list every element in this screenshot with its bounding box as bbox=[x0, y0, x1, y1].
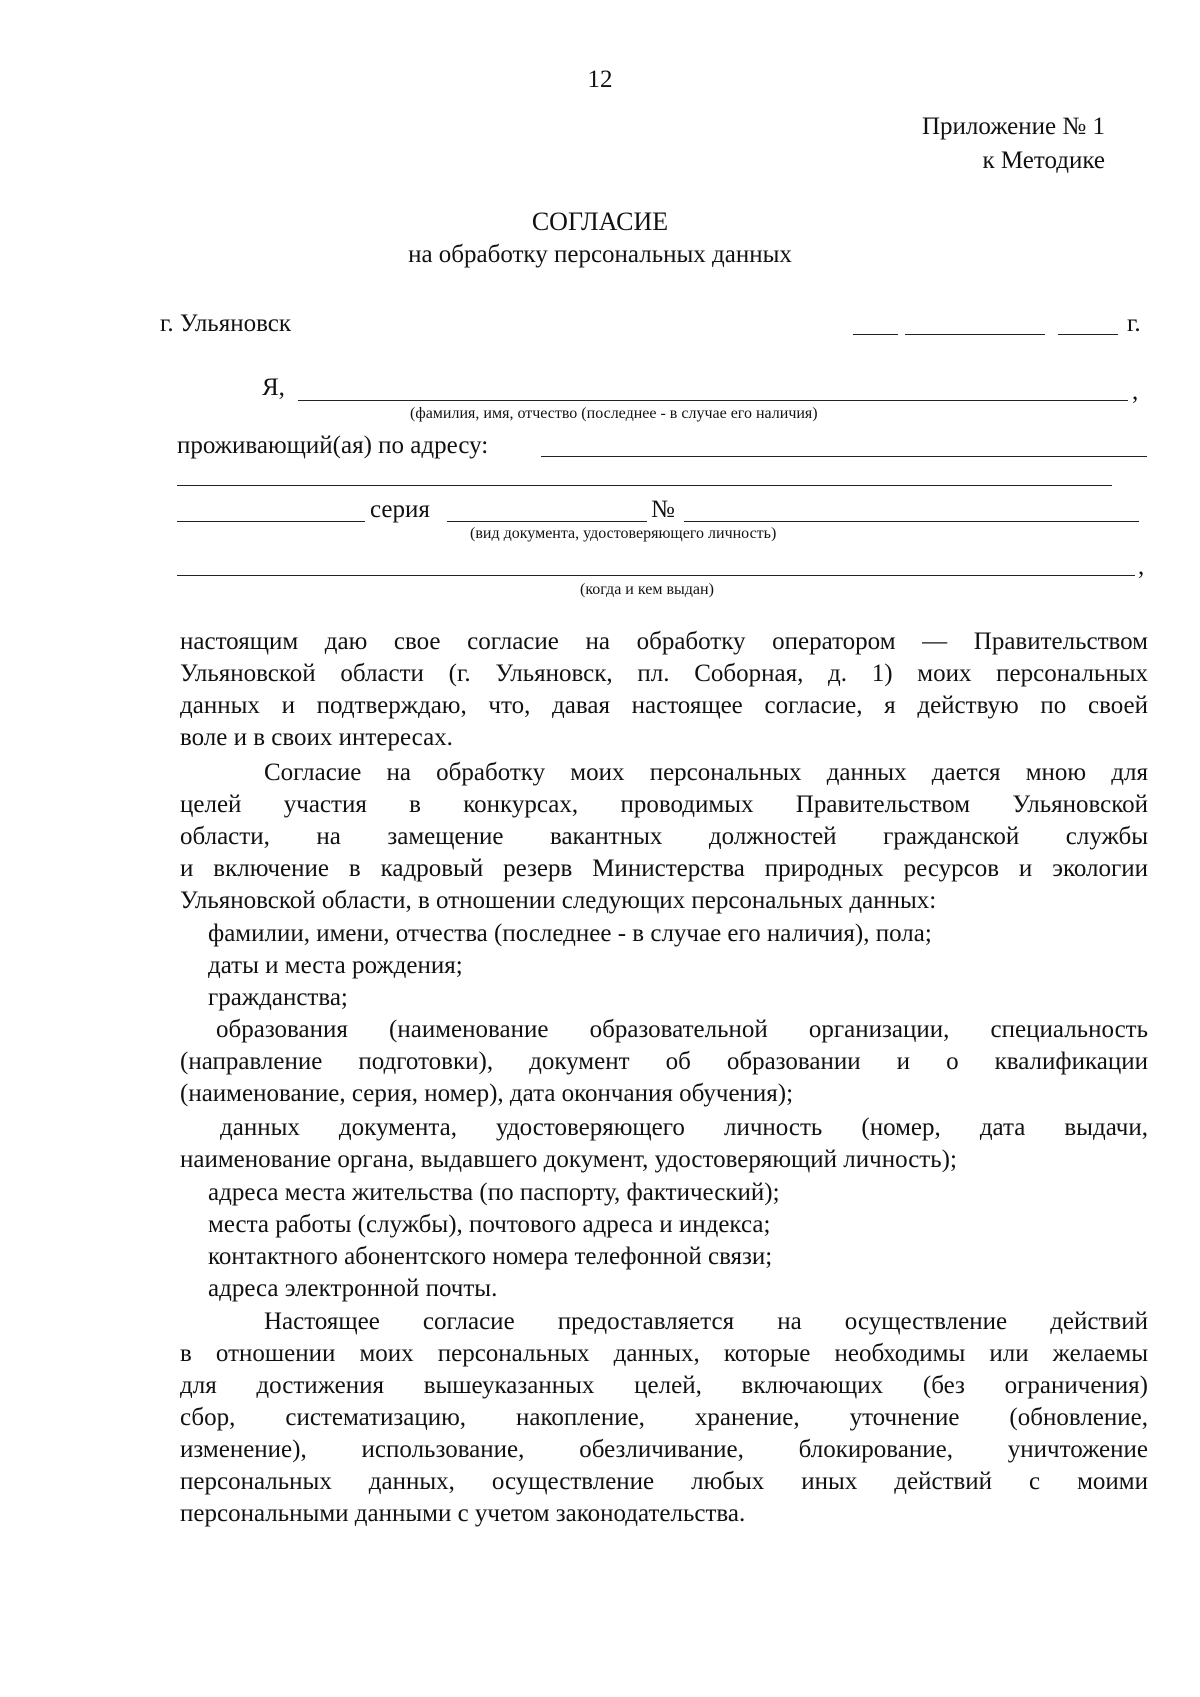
purpose-paragraph bbox=[180, 757, 1148, 917]
address-label: проживающий(ая) по адресу: bbox=[177, 432, 489, 459]
text-line: персональными данными с учетом законодательства. bbox=[180, 1500, 746, 1527]
data-item-citizenship: гражданства; bbox=[208, 984, 348, 1011]
number-label: № bbox=[651, 496, 675, 523]
text-line: (наименование, серия, номер), дата окончания обучения); bbox=[180, 1080, 794, 1107]
text-line: Ульяновской области (г. Ульяновск, пл. Соборная, д. 1) моих персональных bbox=[180, 660, 1148, 687]
text-line: Настоящее согласие предоставляется на осуществление действий bbox=[264, 1308, 1148, 1335]
text-line: и включение в кадровый резерв Министерства природных ресурсов и экологии bbox=[180, 855, 1148, 882]
data-item-birth: даты и места рождения; bbox=[208, 952, 463, 979]
data-item-phone: контактного абонентского номера телефонной связи; bbox=[208, 1243, 773, 1270]
text-line: сбор, систематизацию, накопление, хранение, уточнение (обновление, bbox=[180, 1404, 1148, 1431]
issued-field[interactable] bbox=[177, 575, 1135, 576]
data-item-fio: фамилии, имени, отчества (последнее - в случае его наличия), пола; bbox=[208, 920, 932, 947]
address-field-line-2[interactable] bbox=[177, 485, 1112, 486]
address-field-line-1[interactable] bbox=[541, 456, 1147, 457]
data-item-residence: адреса места жительства (по паспорту, фактический); bbox=[208, 1179, 780, 1206]
document-subtitle: на обработку персональных данных bbox=[408, 241, 792, 268]
text-line: воле и в своих интересах. bbox=[180, 724, 453, 751]
series-field[interactable] bbox=[447, 521, 647, 522]
text-line: целей участия в конкурсах, проводимых Правительством Ульяновской bbox=[180, 791, 1148, 818]
issued-comma: , bbox=[1138, 553, 1145, 580]
actions-paragraph bbox=[180, 1306, 1148, 1530]
series-label: серия bbox=[370, 496, 430, 523]
text-line: данных и подтверждаю, что, давая настоящее согласие, я действую по своей bbox=[180, 692, 1148, 719]
text-line: персональных данных, осуществление любых иных действий с моими bbox=[180, 1468, 1148, 1495]
text-line: Ульяновской области, в отношении следующих персональных данных: bbox=[180, 887, 937, 914]
city-label: г. Ульяновск bbox=[160, 310, 291, 337]
page-number: 12 bbox=[587, 66, 613, 93]
appendix-line-1: Приложение № 1 bbox=[921, 113, 1105, 140]
issued-hint: (когда и кем выдан) bbox=[580, 581, 714, 598]
data-item-education bbox=[180, 1014, 1148, 1110]
date-day-blank[interactable] bbox=[853, 334, 898, 335]
year-suffix: г. bbox=[1127, 310, 1141, 337]
text-line: образования (наименование образовательной организации, специальность bbox=[216, 1016, 1148, 1043]
text-line: наименование органа, выдавшего документ, удостоверяющий личность); bbox=[180, 1146, 957, 1173]
data-item-email: адреса электронной почты. bbox=[208, 1275, 498, 1302]
date-year-blank[interactable] bbox=[1058, 334, 1118, 335]
data-item-workplace: места работы (службы), почтового адреса и индекса; bbox=[208, 1211, 771, 1238]
appendix-reference bbox=[922, 110, 1105, 178]
document-title: СОГЛАСИЕ bbox=[531, 207, 669, 236]
text-line: области, на замещение вакантных должностей гражданской службы bbox=[180, 823, 1148, 850]
appendix-line-2: к Методике bbox=[982, 147, 1105, 174]
document-type-field[interactable] bbox=[177, 521, 365, 522]
number-field[interactable] bbox=[684, 521, 1139, 522]
data-item-identity-document bbox=[180, 1112, 1148, 1176]
text-line: изменение), использование, обезличивание, блокирование, уничтожение bbox=[180, 1436, 1148, 1463]
text-line: данных документа, удостоверяющего личность (номер, дата выдачи, bbox=[220, 1114, 1148, 1141]
date-month-blank[interactable] bbox=[905, 334, 1045, 335]
text-line: для достижения вышеуказанных целей, включающих (без ограничения) bbox=[180, 1372, 1148, 1399]
i-label: Я, bbox=[262, 374, 285, 401]
document-hint: (вид документа, удостоверяющего личность) bbox=[470, 525, 777, 542]
fio-comma: , bbox=[1132, 378, 1139, 405]
text-line: настоящим даю свое согласие на обработку оператором — Правительством bbox=[180, 628, 1148, 655]
fio-hint: (фамилия, имя, отчество (последнее - в случае его наличия) bbox=[410, 405, 818, 422]
text-line: в отношении моих персональных данных, которые необходимы или желаемы bbox=[180, 1340, 1148, 1367]
consent-paragraph-1 bbox=[180, 626, 1148, 754]
fio-field[interactable] bbox=[298, 400, 1128, 401]
text-line: (направление подготовки), документ об образовании и о квалификации bbox=[180, 1048, 1148, 1075]
text-line: Согласие на обработку моих персональных данных дается мною для bbox=[264, 759, 1148, 786]
